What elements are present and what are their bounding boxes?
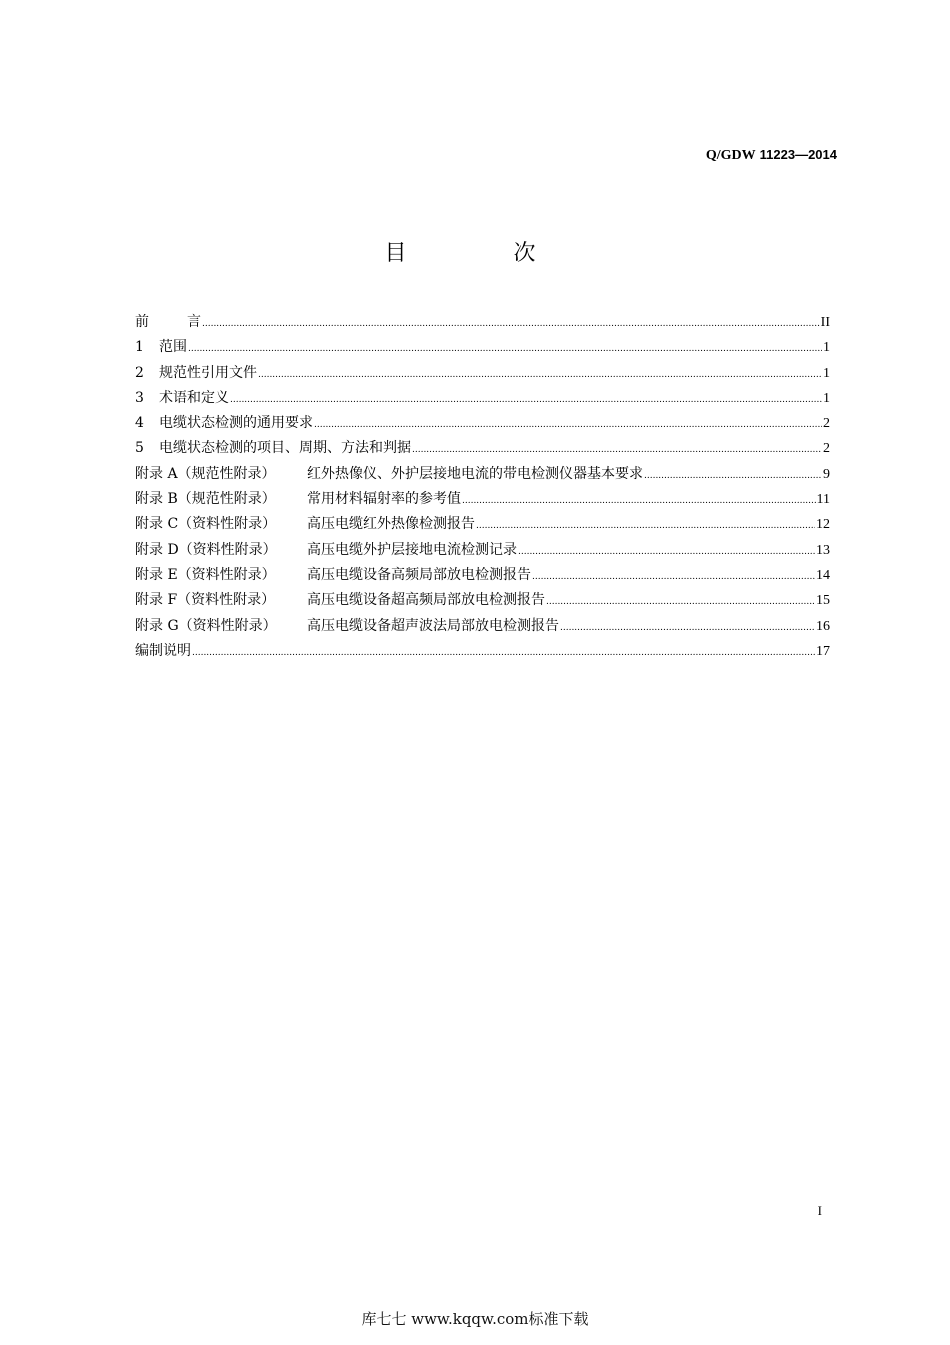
appendix-title: 高压电缆设备超声波法局部放电检测报告 [307, 617, 559, 634]
toc-entry-label [135, 538, 517, 563]
toc-page-number: 16 [816, 618, 830, 634]
dot-leader [192, 641, 815, 666]
toc-entry-section-5[interactable] [135, 436, 830, 461]
appendix-title: 常用材料辐射率的参考值 [307, 491, 461, 508]
dot-leader [532, 565, 815, 590]
toc-entry-foreword[interactable] [135, 310, 830, 335]
dot-leader [546, 590, 815, 615]
toc-page-number: 2 [823, 416, 830, 432]
section-number: 2 [135, 364, 144, 381]
toc-entry-appendix-b[interactable] [135, 487, 830, 512]
standard-number: 11223—2014 [759, 147, 837, 162]
toc-entry-editorial-notes[interactable] [135, 639, 830, 664]
toc-entry-label [135, 563, 531, 588]
toc-entry-appendix-f[interactable] [135, 588, 830, 613]
toc-entry-appendix-a[interactable] [135, 462, 830, 487]
page-number: I [817, 1203, 822, 1218]
appendix-id: 附录 E（资料性附录） [135, 566, 276, 583]
toc-entry-label [135, 588, 545, 613]
section-number: 5 [135, 440, 144, 457]
toc-entry-label [135, 411, 313, 436]
appendix-title: 高压电缆外护层接地电流检测记录 [307, 541, 517, 558]
dot-leader [476, 514, 815, 539]
toc-entry-label [135, 487, 461, 512]
appendix-id: 附录 C（资料性附录） [135, 516, 277, 533]
watermark-footer: 库七七 www.kqqw.com标准下载 [361, 1310, 589, 1328]
toc-page-number: II [820, 315, 830, 330]
dot-leader [230, 388, 822, 413]
toc-entry-label [135, 335, 187, 360]
dot-leader [202, 312, 820, 337]
toc-page-number: 15 [816, 593, 830, 609]
dot-leader [188, 337, 822, 362]
toc-page-number: 13 [816, 542, 830, 558]
dot-leader [644, 464, 822, 489]
toc-entry-label [135, 512, 475, 537]
toc-page-number: 1 [823, 340, 830, 356]
appendix-id: 附录 G（资料性附录） [135, 617, 277, 634]
toc-entry-label [135, 361, 257, 386]
toc-entry-section-4[interactable] [135, 411, 830, 436]
section-number: 3 [135, 389, 144, 406]
foreword-char-2: 言 [187, 314, 201, 330]
toc-entry-appendix-c[interactable] [135, 512, 830, 537]
toc-page-number: 9 [823, 466, 830, 482]
standard-prefix: Q/GDW [705, 148, 756, 163]
toc-page-number: 14 [816, 567, 830, 583]
appendix-id: 附录 F（资料性附录） [135, 592, 276, 609]
section-number: 1 [135, 339, 144, 356]
appendix-title: 高压电缆红外热像检测报告 [307, 516, 475, 533]
section-title: 电缆状态检测的项目、周期、方法和判据 [159, 440, 411, 457]
foreword-char-1: 前 [135, 314, 149, 330]
toc-entry-section-2[interactable] [135, 361, 830, 386]
toc-page-number: 2 [823, 441, 830, 457]
toc-entry-label [135, 386, 229, 411]
dot-leader [518, 540, 815, 565]
toc-entry-label: 编制说明 [135, 642, 191, 659]
appendix-id: 附录 D（资料性附录） [135, 541, 277, 558]
toc-page-number: 1 [823, 365, 830, 381]
section-number: 4 [135, 415, 144, 432]
appendix-id: 附录 A（规范性附录） [135, 465, 276, 482]
appendix-title: 高压电缆设备高频局部放电检测报告 [307, 566, 531, 583]
dot-leader [314, 413, 822, 438]
toc-entry-appendix-g[interactable] [135, 614, 830, 639]
toc-entry-section-3[interactable] [135, 386, 830, 411]
dot-leader [258, 363, 822, 388]
section-title: 规范性引用文件 [159, 364, 257, 381]
page-title: 目 次 [384, 241, 586, 266]
section-title: 电缆状态检测的通用要求 [159, 415, 313, 432]
toc-entry-label [135, 436, 411, 461]
toc-entry-label [135, 614, 559, 639]
toc-page-number: 12 [816, 517, 830, 533]
dot-leader [560, 616, 815, 641]
standard-code [706, 147, 837, 164]
toc-entry-section-1[interactable] [135, 335, 830, 360]
toc-page-number: 1 [823, 390, 830, 406]
toc-page-number: 17 [816, 643, 830, 659]
toc-entry-appendix-d[interactable] [135, 538, 830, 563]
dot-leader [462, 489, 816, 514]
dot-leader [412, 438, 822, 463]
toc-entry-appendix-e[interactable] [135, 563, 830, 588]
section-title: 术语和定义 [159, 389, 229, 406]
section-title: 范围 [159, 339, 187, 356]
appendix-title: 红外热像仪、外护层接地电流的带电检测仪器基本要求 [307, 465, 643, 482]
appendix-id: 附录 B（规范性附录） [135, 491, 276, 508]
appendix-title: 高压电缆设备超高频局部放电检测报告 [307, 592, 545, 609]
table-of-contents [135, 310, 830, 664]
toc-entry-label [135, 310, 201, 335]
toc-entry-label [135, 462, 643, 487]
toc-page-number: 11 [816, 492, 830, 508]
